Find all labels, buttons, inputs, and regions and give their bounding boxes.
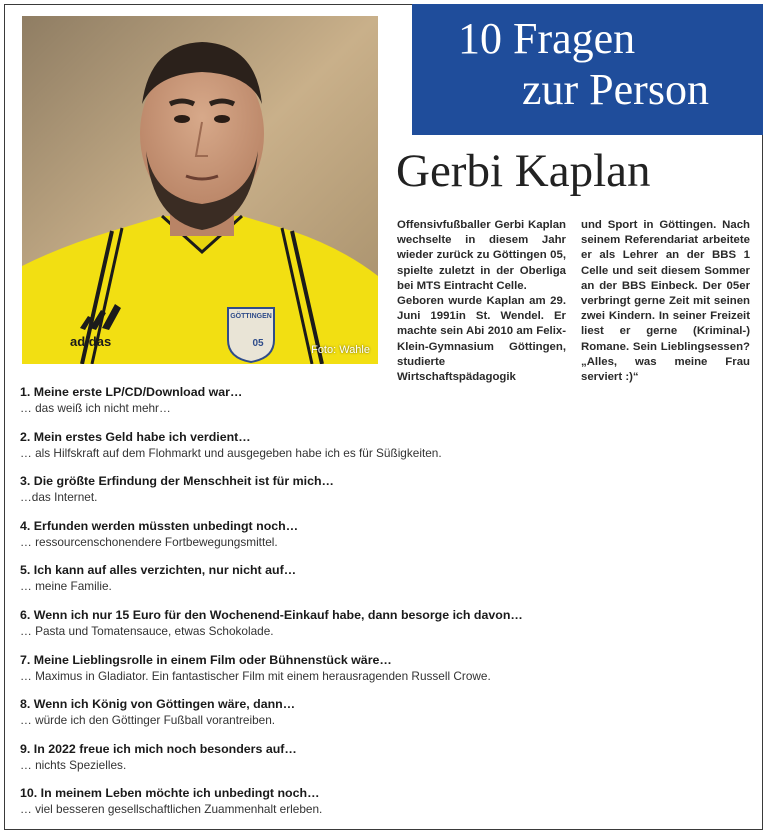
answer-text: … Maximus in Gladiator. Ein fantastischer Film mit einem herausragenden Russell Crowe. — [20, 668, 491, 683]
badge-text: GÖTTINGEN — [230, 313, 272, 320]
photo-credit: Foto: Wahle — [311, 344, 370, 356]
shirt-brand-text: adidas — [70, 334, 112, 349]
question-item — [20, 518, 740, 563]
question-text: 8. Wenn ich König von Göttingen wäre, dann… — [20, 697, 296, 712]
question-text: 3. Die größte Erfindung der Menschheit ist für mich… — [20, 474, 334, 489]
question-item — [20, 562, 740, 607]
answer-text: … viel besseren gesellschaftlichen Zuammenhalt erleben. — [20, 802, 323, 817]
answer-text: … ressourcenschonendere Fortbewegungsmittel. — [20, 534, 278, 549]
answer-text: … Pasta und Tomatensauce, etwas Schokolade. — [20, 623, 274, 638]
answer-text: … das weiß ich nicht mehr… — [20, 401, 171, 415]
answer-text: … meine Familie. — [20, 579, 112, 594]
question-item — [20, 652, 740, 697]
question-text: 6. Wenn ich nur 15 Euro für den Wochenend-Einkauf habe, dann besorge ich davon… — [20, 607, 523, 622]
question-text: 7. Meine Lieblingsrolle in einem Film oder Bühnenstück wäre… — [20, 652, 392, 667]
article-column-1 — [397, 218, 566, 385]
question-item — [20, 607, 740, 652]
question-item — [20, 696, 740, 741]
question-text: 5. Ich kann auf alles verzichten, nur nicht auf… — [20, 563, 297, 578]
question-text: 1. Meine erste LP/CD/Download war… — [20, 385, 243, 399]
badge-year: 05 — [252, 338, 264, 349]
article-column-2 — [581, 218, 750, 385]
banner-title-line-1: 10 Fragen — [458, 14, 636, 63]
question-text: 9. In 2022 freue ich mich noch besonders auf… — [20, 741, 297, 756]
answer-text: … nichts Spezielles. — [20, 757, 127, 772]
answer-text: … als Hilfskraft auf dem Flohmarkt und ausgegeben habe ich es für Süßigkeiten. — [20, 445, 442, 460]
answer-text: … würde ich den Göttinger Fußball vorantreiben. — [20, 713, 276, 728]
question-item — [20, 473, 740, 518]
questions-list — [20, 384, 740, 830]
question-text: 10. In meinem Leben möchte ich unbedingt noch… — [20, 786, 320, 801]
question-item — [20, 429, 740, 474]
title-banner — [412, 4, 763, 135]
question-text: 2. Mein erstes Geld habe ich verdient… — [20, 429, 251, 444]
answer-text: …das Internet. — [20, 490, 98, 505]
banner-title-line-2: zur Person — [522, 65, 709, 114]
person-name-headline: Gerbi Kaplan — [396, 145, 651, 197]
article-paragraph: Geboren wurde Kaplan am 29. Juni 1991in St. Wendel. Er machte sein Abi 2010 am Felix-Klein-Gymnasium Göttingen, studierte Wirtschaftspädagogik — [397, 295, 566, 384]
question-item — [20, 741, 740, 786]
article-paragraph: Offensivfußballer Gerbi Kaplan wechselte in diesem Jahr wieder zurück zu Göttingen 05, spielte zuletzt in der Oberliga bei MTS Eintracht Celle. — [397, 219, 566, 292]
question-text: 4. Erfunden werden müssten unbedingt noch… — [20, 518, 299, 533]
portrait-photo — [22, 16, 378, 364]
question-item — [20, 785, 740, 830]
club-badge — [228, 308, 274, 362]
question-item — [20, 384, 740, 429]
article-paragraph: und Sport in Göttingen. Nach seinem Referendariat arbeitete er als Lehrer an der BBS 1 Celle und seit diesem Sommer an der BBS Einbeck. Der 05er verbringt gerne Zeit mit seinen zwei Kindern. In seiner Freizeit liest er gerne (Kriminal-) Romane. Sein Lieblingsessen? „Alles, was meine Frau serviert :)“ — [581, 219, 750, 384]
portrait-illustration — [22, 16, 378, 364]
